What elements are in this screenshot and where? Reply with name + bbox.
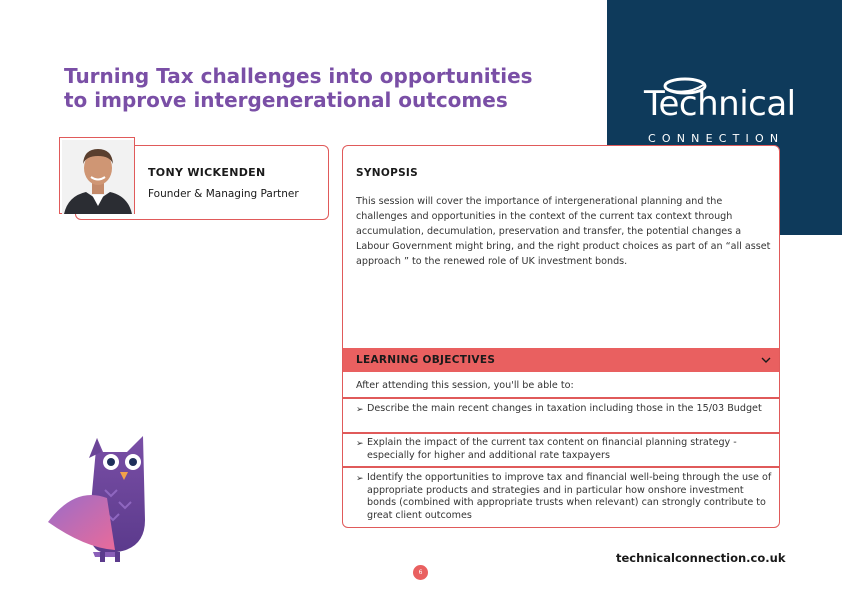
logo-subtitle: CONNECTION <box>648 132 785 145</box>
divider <box>343 466 779 468</box>
list-item <box>356 403 774 416</box>
person-photo-icon <box>62 140 134 214</box>
list-item-text: Explain the impact of the current tax content on financial planning strategy - especially for higher and additional rate taxpayers <box>367 437 737 461</box>
logo-wordmark: Technical <box>644 84 796 124</box>
list-item-text: Identify the opportunities to improve tax and financial well-being through the use of appropriate products and strategies and in particular how onshore investment bonds (combined with appropriate trusts when relevant) can strongly contribute to great client outcomes <box>367 472 772 521</box>
speaker-name: TONY WICKENDEN <box>148 166 266 179</box>
divider <box>343 432 779 434</box>
bullet-arrow-icon: ➢ <box>356 439 364 449</box>
synopsis-text: This session will cover the importance of intergenerational planning and the challenges and opportunities in the context of the current tax context through accumulation, decumulation, preservation and transfer, the potential changes a Labour Government might bring, and the right product choices as part of an “all asset approach ” to the renewed role of UK investment bonds. <box>356 196 771 267</box>
list-item <box>356 472 774 522</box>
page-number-badge: 6 <box>413 565 428 580</box>
chevron-down-icon[interactable] <box>761 356 771 364</box>
title-line-1: Turning Tax challenges into opportunities <box>64 64 533 88</box>
bullet-arrow-icon: ➢ <box>356 405 364 415</box>
owl-mascot-icon <box>45 430 150 565</box>
bullet-arrow-icon: ➢ <box>356 474 364 484</box>
page-title <box>64 64 584 112</box>
footer-website-link[interactable]: technicalconnection.co.uk <box>616 551 786 565</box>
synopsis-heading: SYNOPSIS <box>356 167 419 179</box>
divider <box>343 397 779 399</box>
list-item-text: Describe the main recent changes in taxation including those in the 15/03 Budget <box>367 403 762 414</box>
list-item <box>356 437 774 462</box>
learning-objectives-heading: LEARNING OBJECTIVES <box>356 354 496 366</box>
technical-connection-logo <box>640 72 820 152</box>
learning-objectives-intro: After attending this session, you'll be able to: <box>356 380 574 391</box>
title-line-2: to improve intergenerational outcomes <box>64 88 508 112</box>
speaker-photo <box>62 140 134 214</box>
speaker-role: Founder & Managing Partner <box>148 188 299 200</box>
